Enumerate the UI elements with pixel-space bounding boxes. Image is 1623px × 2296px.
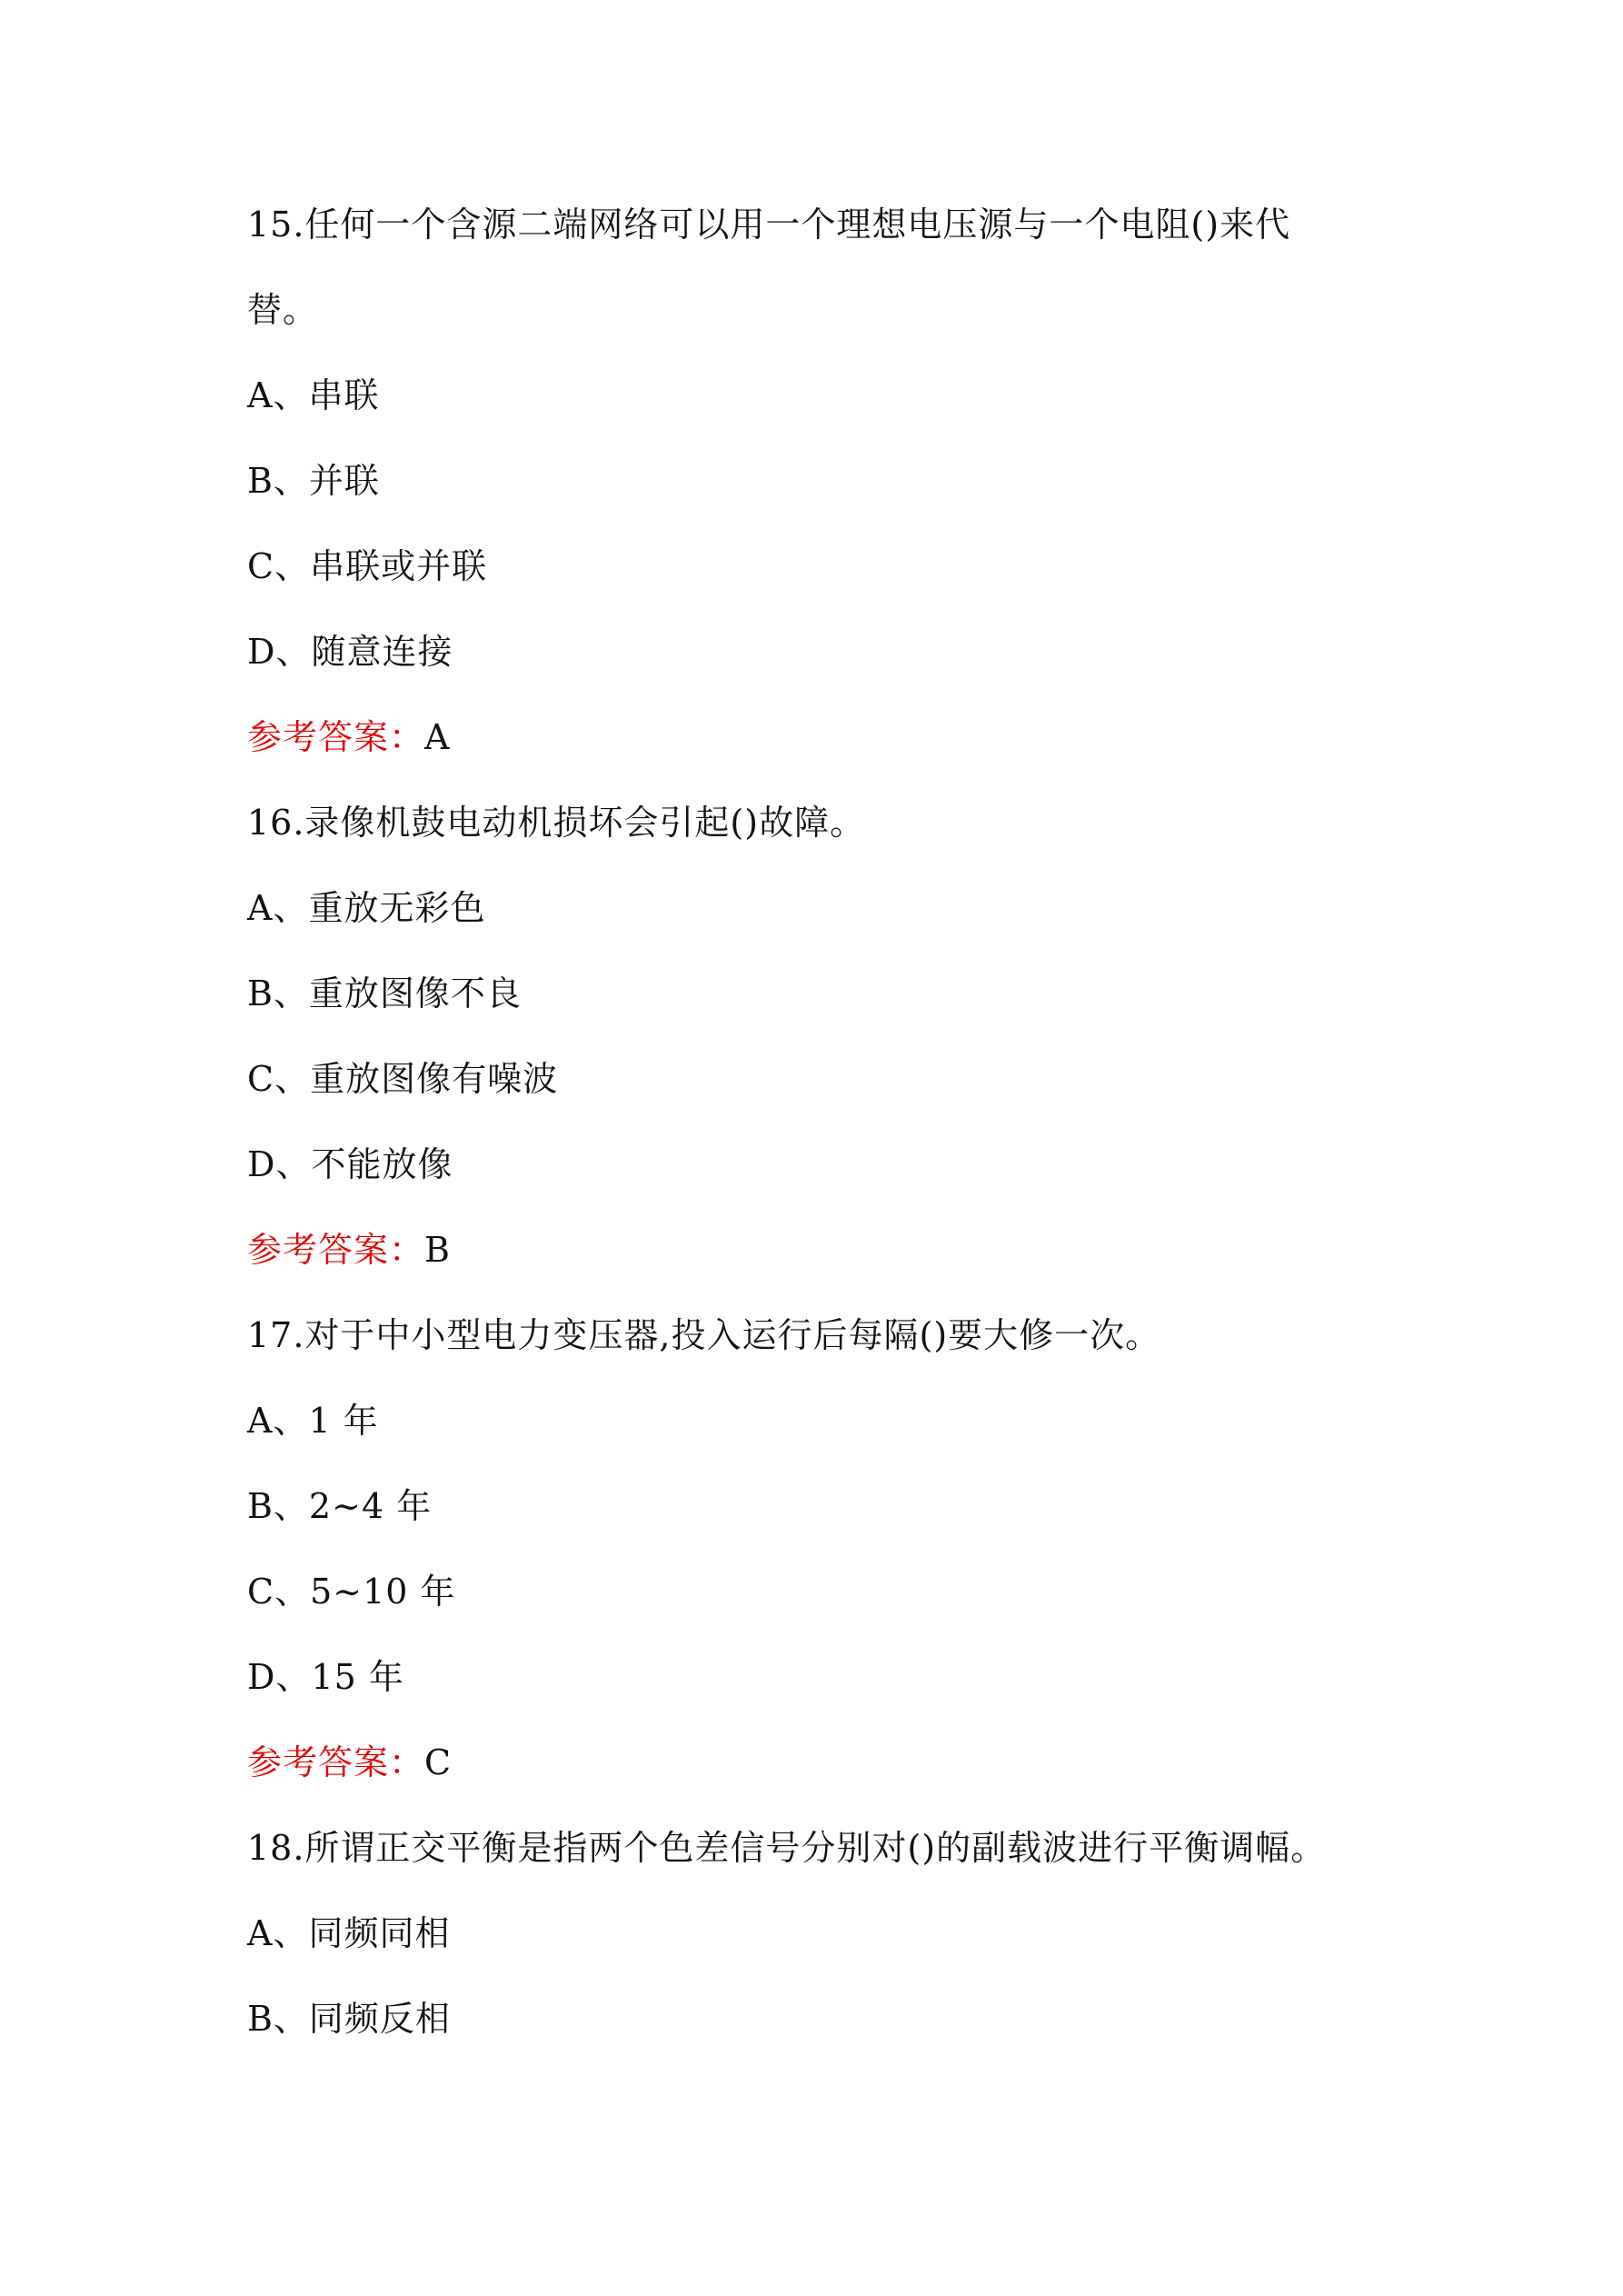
option-d: D、15 年 — [247, 1657, 404, 1697]
document-page — [247, 182, 1429, 2061]
option-d: D、不能放像 — [247, 1144, 453, 1184]
answer-value: A — [424, 717, 451, 757]
answer-value: B — [424, 1230, 451, 1270]
option-a: A、串联 — [247, 375, 380, 415]
option-b: B、并联 — [247, 461, 380, 501]
question-stem: 18.所谓正交平衡是指两个色差信号分别对()的副载波进行平衡调幅。 — [247, 1828, 1327, 1868]
question-stem: 16.录像机鼓电动机损坏会引起()故障。 — [247, 803, 866, 843]
option-b: B、重放图像不良 — [247, 973, 522, 1013]
question-stem-continuation: 替。 — [247, 290, 319, 330]
option-c: C、重放图像有噪波 — [247, 1059, 559, 1099]
question-stem: 17.对于中小型电力变压器,投入运行后每隔()要大修一次。 — [247, 1315, 1161, 1355]
option-a: A、1 年 — [247, 1401, 379, 1441]
option-b: B、同频反相 — [247, 1999, 451, 2039]
option-c: C、5~10 年 — [247, 1572, 456, 1612]
option-a: A、重放无彩色 — [247, 888, 486, 928]
answer-value: C — [424, 1742, 453, 1782]
option-c: C、串联或并联 — [247, 546, 488, 586]
answer-line — [247, 694, 1429, 780]
answer-line — [247, 1720, 1429, 1805]
answer-label: 参考答案： — [247, 1230, 425, 1270]
option-d: D、随意连接 — [247, 632, 453, 672]
option-b: B、2~4 年 — [247, 1486, 433, 1526]
answer-label: 参考答案： — [247, 717, 425, 757]
option-a: A、同频同相 — [247, 1913, 451, 1953]
question-stem: 15.任何一个含源二端网络可以用一个理想电压源与一个电阻()来代 — [247, 205, 1291, 245]
answer-label: 参考答案： — [247, 1742, 425, 1782]
answer-line — [247, 1207, 1429, 1293]
